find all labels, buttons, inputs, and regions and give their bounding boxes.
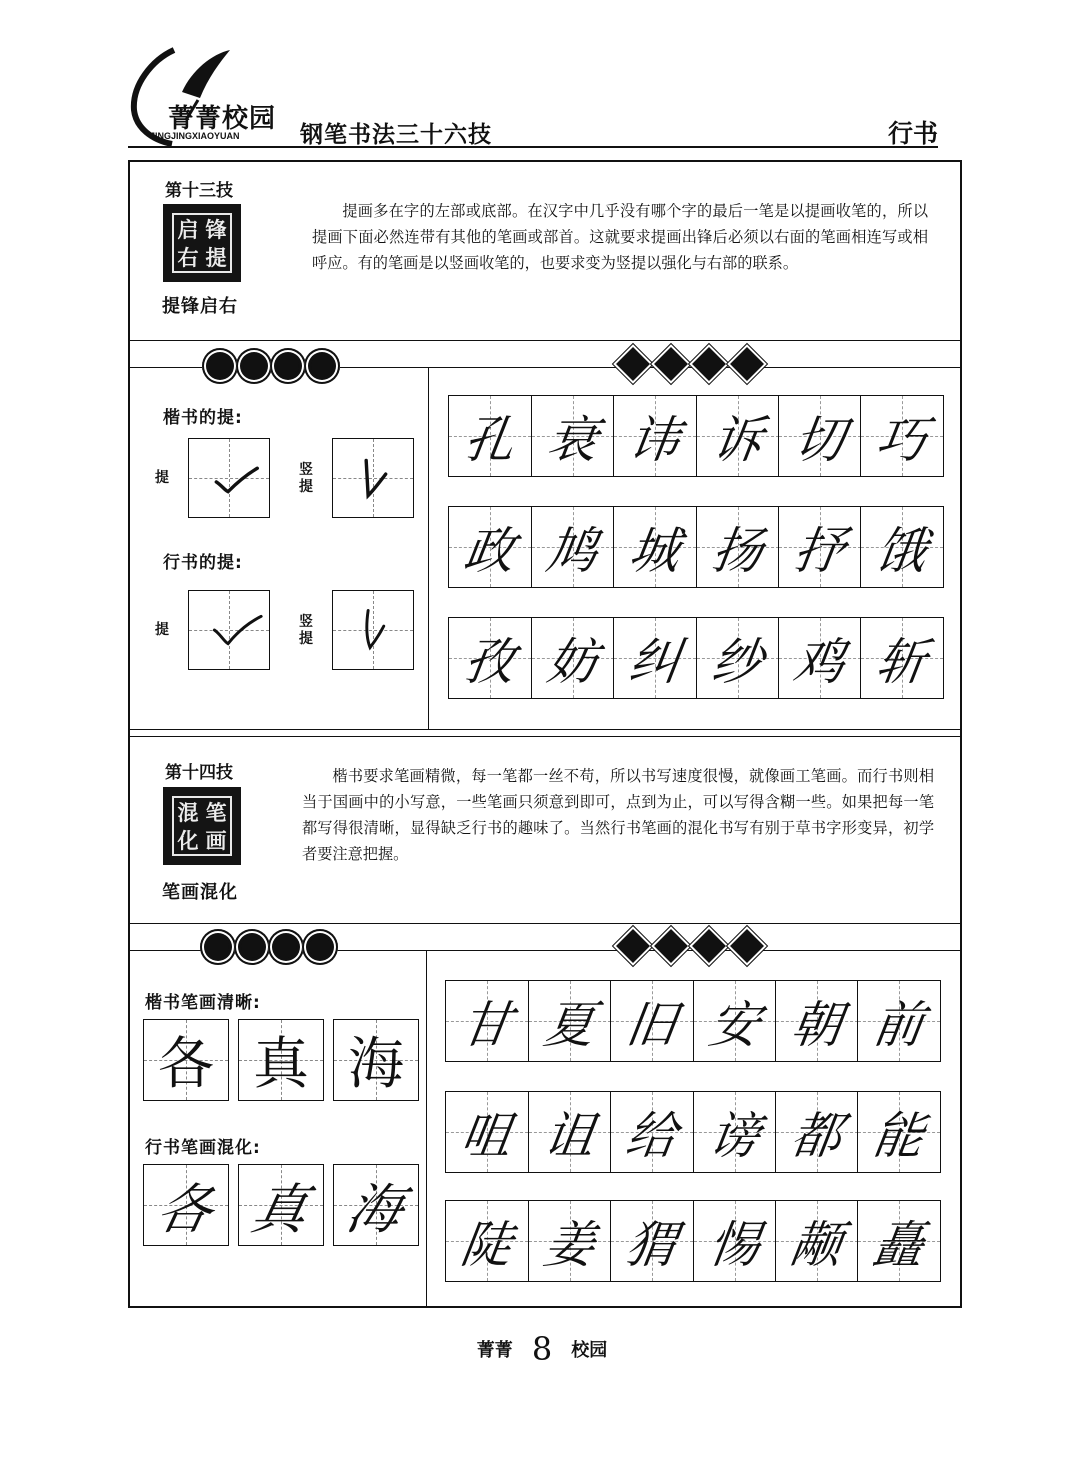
stroke-box-kai-shuti — [332, 438, 414, 518]
column-divider — [428, 367, 429, 729]
example-cell: 鸠 — [531, 506, 615, 588]
ornament-diamond — [654, 347, 688, 381]
ornament-dot — [270, 348, 306, 384]
example-cell: 咀 — [445, 1091, 529, 1173]
ornament-dot — [302, 929, 338, 965]
example-cell: 前 — [857, 980, 941, 1062]
example-cell: 陡 — [445, 1200, 529, 1282]
ornament-diamond — [730, 929, 764, 963]
section-divider — [130, 729, 960, 730]
ornament-diamond — [692, 929, 726, 963]
example-cell: 能 — [857, 1091, 941, 1173]
kai-ti-label: 楷书的提: — [163, 408, 243, 428]
footer-left: 菁菁 — [476, 1340, 513, 1361]
ornament-dot — [236, 348, 272, 384]
stroke-box-xing-ti — [188, 590, 270, 670]
ornament-diamonds — [614, 346, 766, 382]
divider — [130, 923, 960, 924]
technique13-description: 提画多在字的左部或底部。在汉字中几乎没有哪个字的最后一笔是以提画收笔的，所以提画下面必然连带有其他的笔画或部首。这就要求提画出锋后必须以右面的笔画相连写或相呼应。有的笔画是以竖画收笔的，也要求变为竖提以强化与右部的联系。 — [312, 202, 928, 272]
shuti-label: 竖提 — [299, 462, 313, 495]
example-cell: 政 — [448, 506, 532, 588]
technique13-seal — [163, 204, 241, 282]
ornament-dot — [234, 929, 270, 965]
example-cell: 旧 — [610, 980, 694, 1062]
shuti-label: 竖提 — [299, 614, 313, 647]
stroke-box-xing-shuti — [332, 590, 414, 670]
example-cell: 颟 — [775, 1200, 859, 1282]
book-title: 钢笔书法三十六技 — [300, 121, 492, 148]
ornament-diamond — [654, 929, 688, 963]
ornament-dot — [268, 929, 304, 965]
technique14-description: 楷书要求笔画精微，每一笔都一丝不苟，所以书写速度很慢，就像画工笔画。而行书则相当于国画中的小写意，一些笔画只须意到即可，点到为止，可以写得含糊一些。如果把每一笔都写得很清晰，显得缺乏行书的趣味了。当然行书笔画的混化书写有别于草书字形变异，初学者要注意把握。 — [302, 767, 934, 863]
seal-char: 化 — [177, 827, 199, 853]
seal-char: 锋 — [205, 216, 227, 242]
ornament-dots — [200, 929, 336, 965]
example-row — [450, 617, 944, 699]
example-cell: 鸡 — [778, 617, 862, 699]
section-divider — [130, 736, 960, 737]
example-cell: 妨 — [531, 617, 615, 699]
divider — [130, 340, 960, 341]
xing-char-box: 海 — [333, 1164, 419, 1246]
example-cell: 甘 — [445, 980, 529, 1062]
example-cell: 城 — [613, 506, 697, 588]
xing-blend-label: 行书笔画混化: — [145, 1138, 261, 1158]
page-footer — [0, 1330, 1084, 1368]
seal-char: 混 — [177, 799, 199, 825]
example-cell: 猬 — [610, 1200, 694, 1282]
ornament-dot — [304, 348, 340, 384]
xing-char-box: 各 — [143, 1164, 229, 1246]
technique14-subtitle: 笔画混化 — [162, 882, 238, 903]
example-cell: 矗 — [857, 1200, 941, 1282]
page-number: 8 — [531, 1330, 553, 1368]
technique14-seal — [163, 787, 241, 865]
kai-clear-label: 楷书笔画清晰: — [145, 993, 261, 1013]
example-cell: 巧 — [860, 395, 944, 477]
seal-char: 笔 — [205, 799, 227, 825]
example-cell: 诅 — [528, 1091, 612, 1173]
kai-char-box: 海 — [333, 1019, 419, 1101]
example-row — [450, 506, 944, 588]
xing-ti-label: 行书的提: — [163, 553, 243, 573]
example-cell: 斩 — [860, 617, 944, 699]
book-type: 行书 — [888, 119, 939, 148]
example-cell: 扬 — [696, 506, 780, 588]
stroke-box-kai-ti — [188, 438, 270, 518]
seal-char: 提 — [205, 244, 227, 270]
ornament-dots — [202, 348, 338, 384]
seal-char: 右 — [177, 244, 199, 270]
kai-char-box: 各 — [143, 1019, 229, 1101]
column-divider — [426, 950, 427, 1307]
example-cell: 夏 — [528, 980, 612, 1062]
ornament-diamond — [692, 347, 726, 381]
ornament-diamond — [616, 929, 650, 963]
example-cell: 纠 — [613, 617, 697, 699]
example-cell: 都 — [775, 1091, 859, 1173]
technique14-title: 第十四技 — [165, 763, 233, 783]
example-row — [447, 1091, 941, 1173]
example-cell: 朝 — [775, 980, 859, 1062]
example-cell: 惕 — [693, 1200, 777, 1282]
ornament-diamond — [616, 347, 650, 381]
example-cell: 讳 — [613, 395, 697, 477]
technique13-title: 第十三技 — [165, 181, 233, 201]
example-cell: 衰 — [531, 395, 615, 477]
example-cell: 安 — [693, 980, 777, 1062]
example-cell: 孜 — [448, 617, 532, 699]
example-cell: 纱 — [696, 617, 780, 699]
example-cell: 姜 — [528, 1200, 612, 1282]
logo-text: 菁菁校园 — [168, 104, 277, 134]
example-cell: 切 — [778, 395, 862, 477]
example-cell: 给 — [610, 1091, 694, 1173]
example-cell: 谤 — [693, 1091, 777, 1173]
example-cell: 孔 — [448, 395, 532, 477]
example-cell: 抒 — [778, 506, 862, 588]
example-cell: 饿 — [860, 506, 944, 588]
kai-char-box: 真 — [238, 1019, 324, 1101]
example-row — [447, 980, 941, 1062]
seal-char: 启 — [177, 216, 199, 242]
ornament-diamonds — [614, 928, 766, 964]
example-row — [450, 395, 944, 477]
ti-label: 提 — [155, 622, 169, 638]
ornament-diamond — [730, 347, 764, 381]
logo-pinyin: JINGJINGXIAOYUAN — [150, 131, 240, 141]
header-rule — [128, 146, 938, 148]
ti-label: 提 — [155, 470, 169, 486]
example-cell: 诉 — [696, 395, 780, 477]
ornament-dot — [202, 348, 238, 384]
example-row — [447, 1200, 941, 1282]
footer-right: 校园 — [571, 1340, 608, 1361]
xing-char-box: 真 — [238, 1164, 324, 1246]
technique13-subtitle: 提锋启右 — [162, 296, 238, 317]
seal-char: 画 — [205, 827, 227, 853]
ornament-dot — [200, 929, 236, 965]
